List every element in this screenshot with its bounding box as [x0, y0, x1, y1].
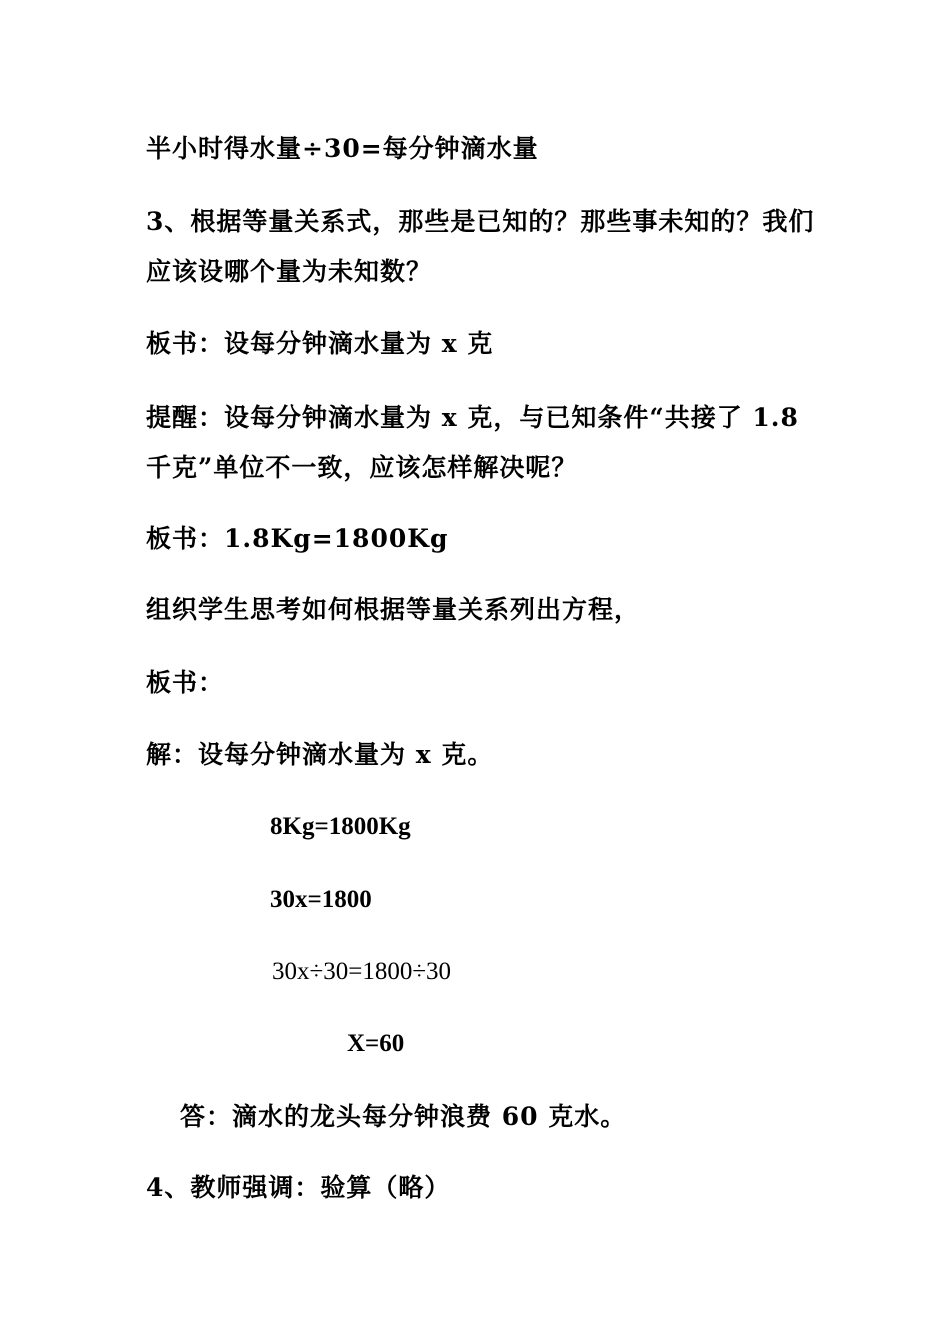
step-heading: 4、教师强调：验算（略）	[146, 1173, 451, 1202]
text-line: 半小时得水量÷30=每分钟滴水量	[146, 134, 539, 163]
equation-line: 30x÷30=1800÷30	[272, 958, 452, 985]
solution-heading: 解：设每分钟滴水量为 x 克。	[146, 740, 494, 769]
blackboard-note: 板书：	[146, 668, 225, 697]
reminder-paragraph: 提醒：设每分钟滴水量为 x 克，与已知条件“共接了 1.8 千克”单位不一致，应该怎样解决呢？	[146, 403, 799, 482]
equation-line: 8Kg=1800Kg	[270, 813, 411, 840]
answer-line: 答：滴水的龙头每分钟浪费 60 克水。	[180, 1102, 627, 1131]
equation-line: 30x=1800	[270, 886, 372, 913]
question-paragraph: 3、根据等量关系式，那些是已知的？那些事未知的？我们应该设哪个量为未知数？	[146, 207, 815, 286]
blackboard-note: 板书：设每分钟滴水量为 x 克	[146, 329, 494, 358]
blackboard-note: 板书：1.8Kg=1800Kg	[146, 524, 449, 553]
equation-result: X=60	[347, 1030, 405, 1057]
text-line: 组织学生思考如何根据等量关系列出方程，	[146, 595, 641, 624]
